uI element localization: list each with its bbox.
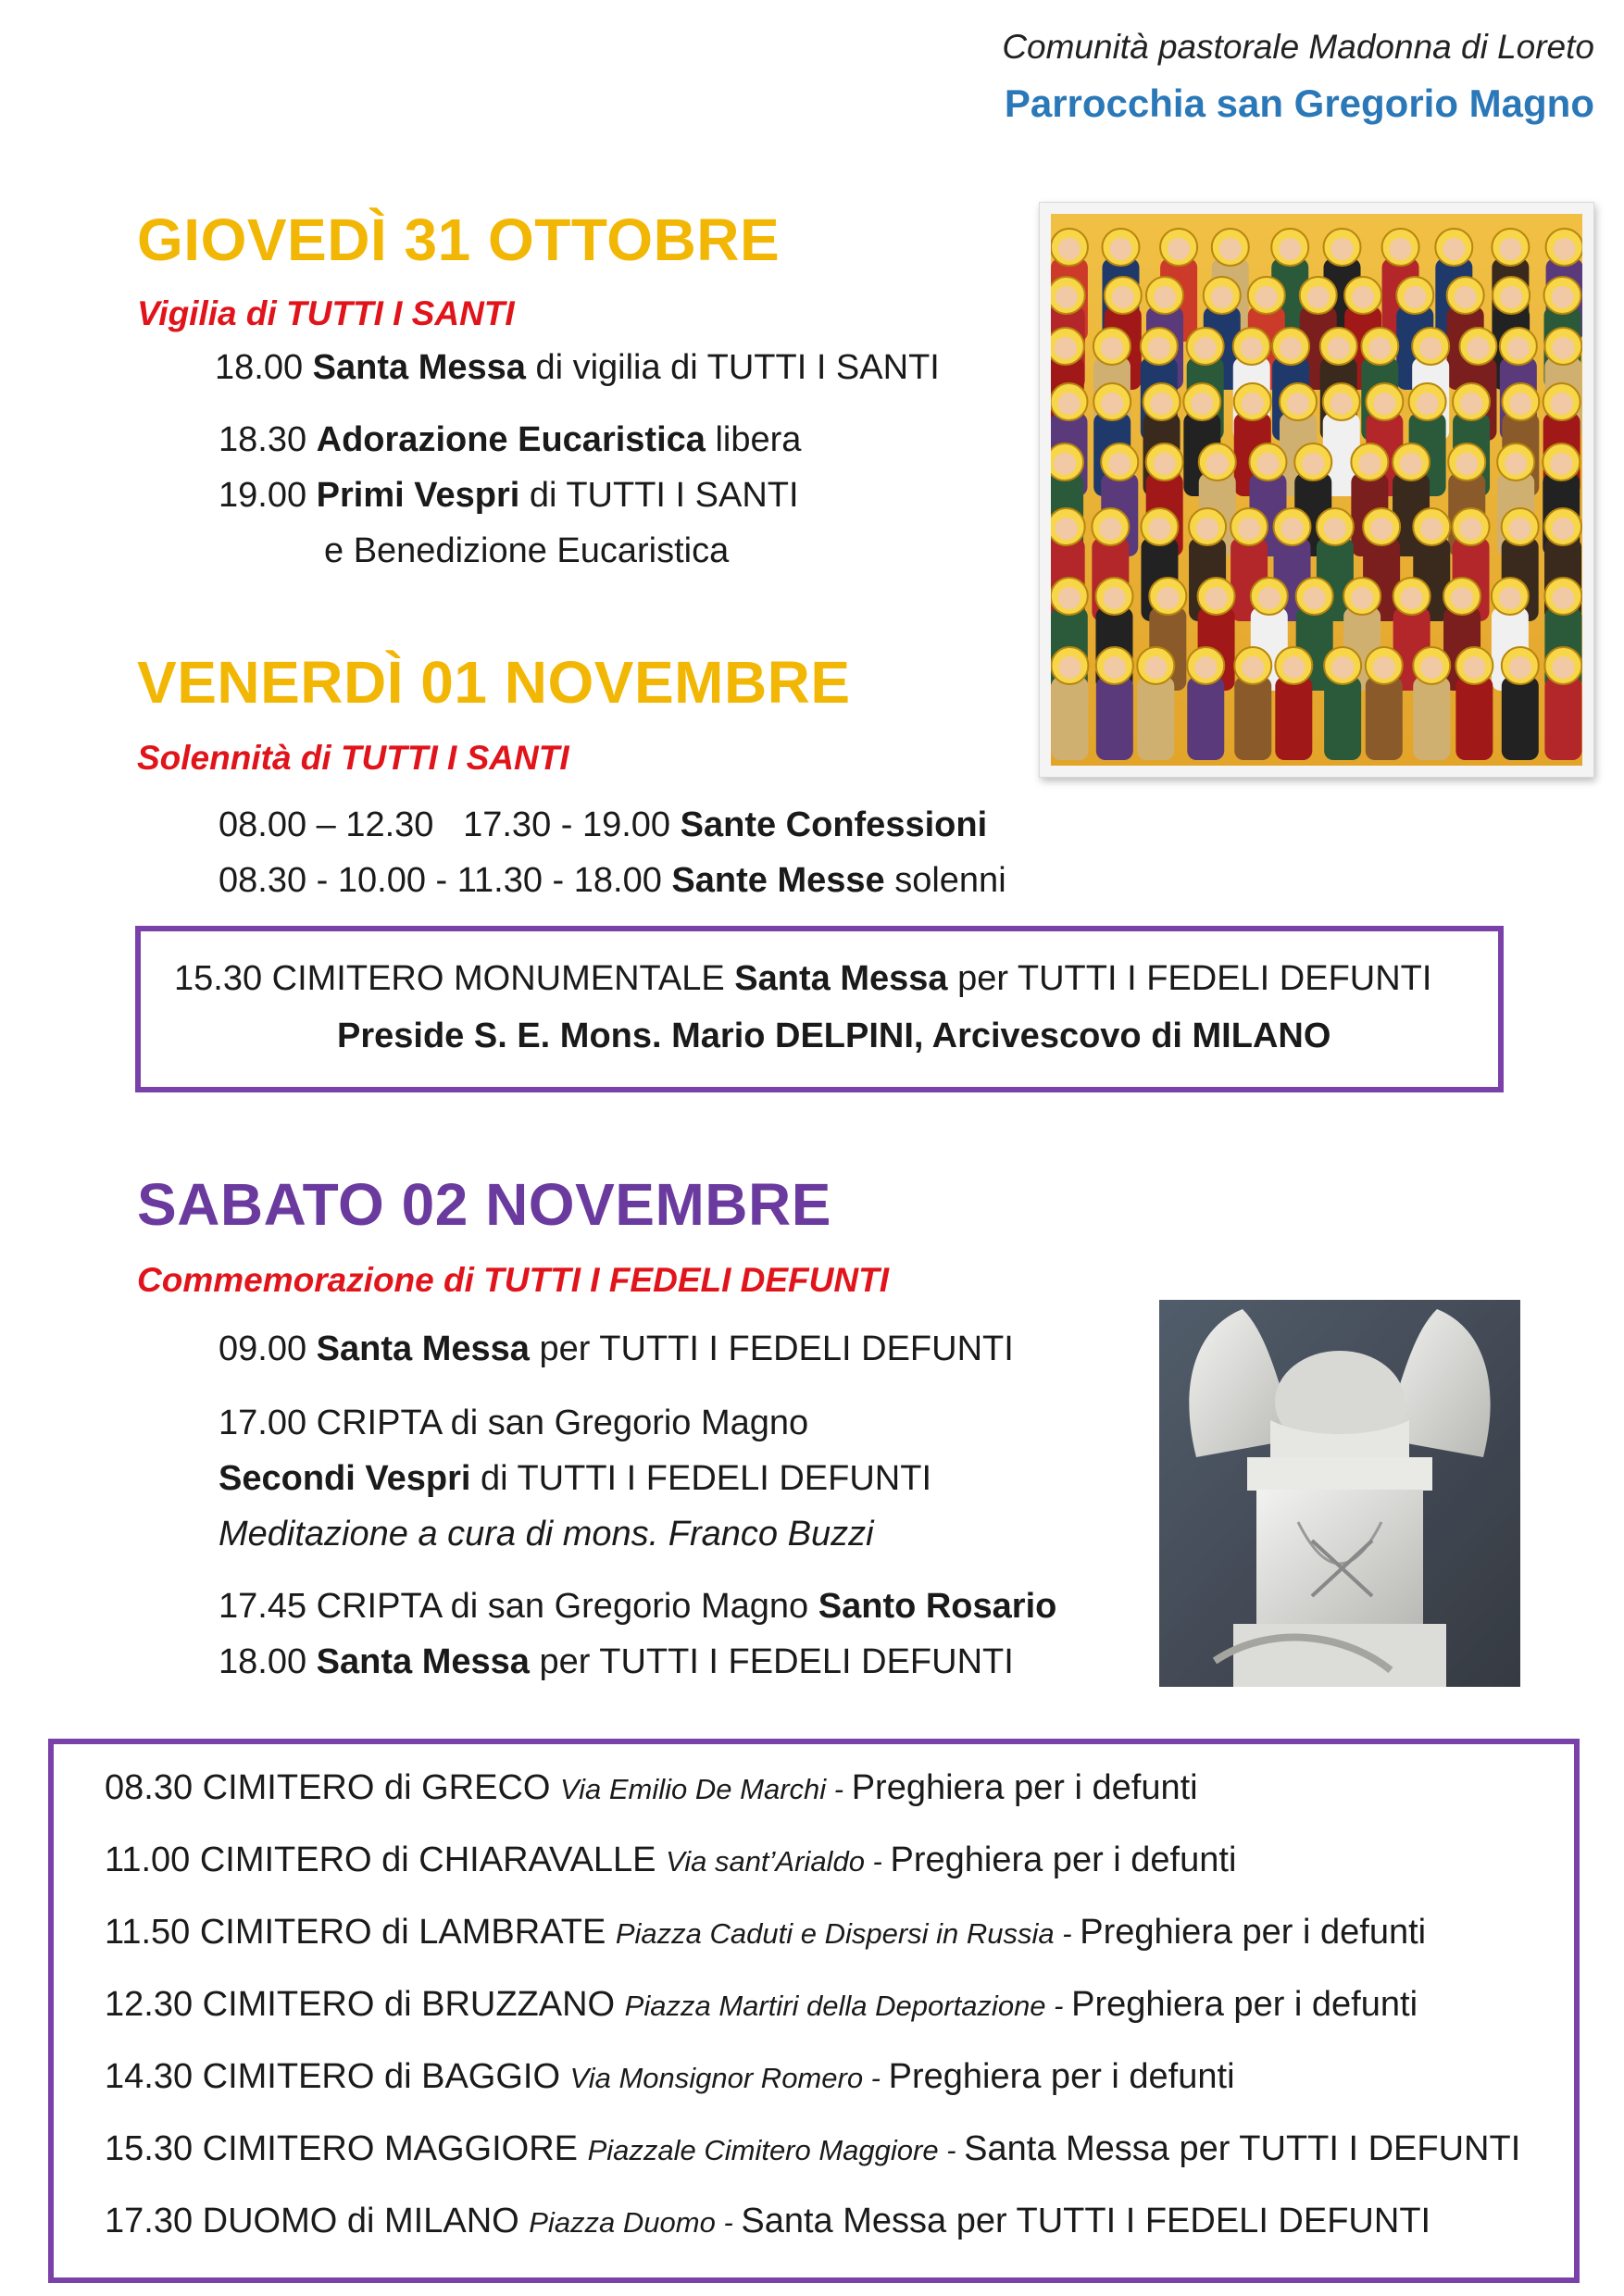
cemetery-name: 11.50 CIMITERO di LAMBRATE	[105, 1913, 616, 1952]
cemetery-action: Preghiera per i defunti	[1071, 1985, 1418, 2024]
day3-line3: Secondi Vespri di TUTTI I FEDELI DEFUNTI	[219, 1459, 932, 1498]
cemetery-address: Piazzale Cimitero Maggiore -	[587, 2134, 965, 2166]
day2-line1: 08.00 – 12.30 17.30 - 19.00 Sante Confessioni	[219, 805, 988, 844]
day3-line6: 18.00 Santa Messa per TUTTI I FEDELI DEFUNTI	[219, 1642, 1014, 1681]
monumentale-line2: Preside S. E. Mons. Mario DELPINI, Arcivescovo di MILANO	[337, 1017, 1331, 1055]
cemetery-action: Preghiera per i defunti	[890, 1841, 1237, 1879]
day3-line2: 17.00 CRIPTA di san Gregorio Magno	[219, 1404, 809, 1442]
cemetery-address: Piazza Duomo -	[529, 2206, 742, 2239]
parish-name: Parrocchia san Gregorio Magno	[1004, 81, 1594, 125]
cemetery-name: 14.30 CIMITERO di BAGGIO	[105, 2057, 570, 2096]
day1-title: GIOVEDÌ 31 OTTOBRE	[137, 206, 781, 273]
weeping-angel-image	[1159, 1300, 1520, 1687]
cemetery-row	[105, 1913, 1426, 1953]
cemeteries-box	[48, 1739, 1580, 2283]
day2-subtitle: Solennità di TUTTI I SANTI	[137, 739, 569, 777]
all-saints-image	[1051, 214, 1582, 766]
cemetery-row	[105, 2202, 1430, 2241]
day1-line2: 18.30 Adorazione Eucaristica libera	[219, 420, 802, 459]
day1-line1: 18.00 Santa Messa di vigilia di TUTTI I SANTI	[215, 348, 940, 387]
cemetery-address: Via sant’Arialdo -	[666, 1845, 891, 1878]
day3-subtitle: Commemorazione di TUTTI I FEDELI DEFUNTI	[137, 1261, 889, 1299]
cemetery-action: Preghiera per i defunti	[888, 2057, 1235, 2096]
cemetery-address: Piazza Martiri della Deportazione -	[624, 1990, 1072, 2022]
day2-title: VENERDÌ 01 NOVEMBRE	[137, 649, 851, 716]
day3-title: SABATO 02 NOVEMBRE	[137, 1171, 831, 1238]
cemetery-name: 15.30 CIMITERO MAGGIORE	[105, 2129, 588, 2168]
cemetery-action: Preghiera per i defunti	[851, 1768, 1198, 1807]
day1-line3: 19.00 Primi Vespri di TUTTI I SANTI	[219, 476, 799, 515]
day3-line5: 17.45 CRIPTA di san Gregorio Magno Santo Rosario	[219, 1587, 1057, 1626]
monumentale-box	[135, 926, 1504, 1092]
day3-line1: 09.00 Santa Messa per TUTTI I FEDELI DEFUNTI	[219, 1329, 1014, 1368]
day1-subtitle: Vigilia di TUTTI I SANTI	[137, 294, 515, 332]
day1-line4: e Benedizione Eucaristica	[324, 531, 730, 570]
day2-line2: 08.30 - 10.00 - 11.30 - 18.00 Sante Messe solenni	[219, 861, 1006, 900]
cemetery-action: Santa Messa per TUTTI I DEFUNTI	[964, 2129, 1521, 2168]
cemetery-name: 17.30 DUOMO di MILANO	[105, 2202, 530, 2240]
day3-line4: Meditazione a cura di mons. Franco Buzzi	[219, 1515, 874, 1554]
cemetery-address: Piazza Caduti e Dispersi in Russia -	[615, 1917, 1081, 1950]
cemetery-name: 12.30 CIMITERO di BRUZZANO	[105, 1985, 625, 2024]
cemetery-row	[105, 1841, 1236, 1880]
cemetery-action: Santa Messa per TUTTI I FEDELI DEFUNTI	[741, 2202, 1431, 2240]
cemetery-row	[105, 1985, 1418, 2025]
all-saints-image-frame	[1039, 202, 1594, 778]
monumentale-line1: 15.30 CIMITERO MONUMENTALE Santa Messa per TUTTI I FEDELI DEFUNTI	[174, 959, 1432, 998]
cemetery-row	[105, 2129, 1520, 2169]
cemetery-action: Preghiera per i defunti	[1080, 1913, 1427, 1952]
cemetery-name: 08.30 CIMITERO di GRECO	[105, 1768, 561, 1807]
cemetery-row	[105, 1768, 1198, 1808]
cemetery-address: Via Emilio De Marchi -	[560, 1773, 852, 1805]
cemetery-name: 11.00 CIMITERO di CHIARAVALLE	[105, 1841, 667, 1879]
cemetery-row	[105, 2057, 1235, 2097]
community-name: Comunità pastorale Madonna di Loreto	[1002, 28, 1594, 66]
cemetery-address: Via Monsignor Romero -	[569, 2062, 889, 2094]
